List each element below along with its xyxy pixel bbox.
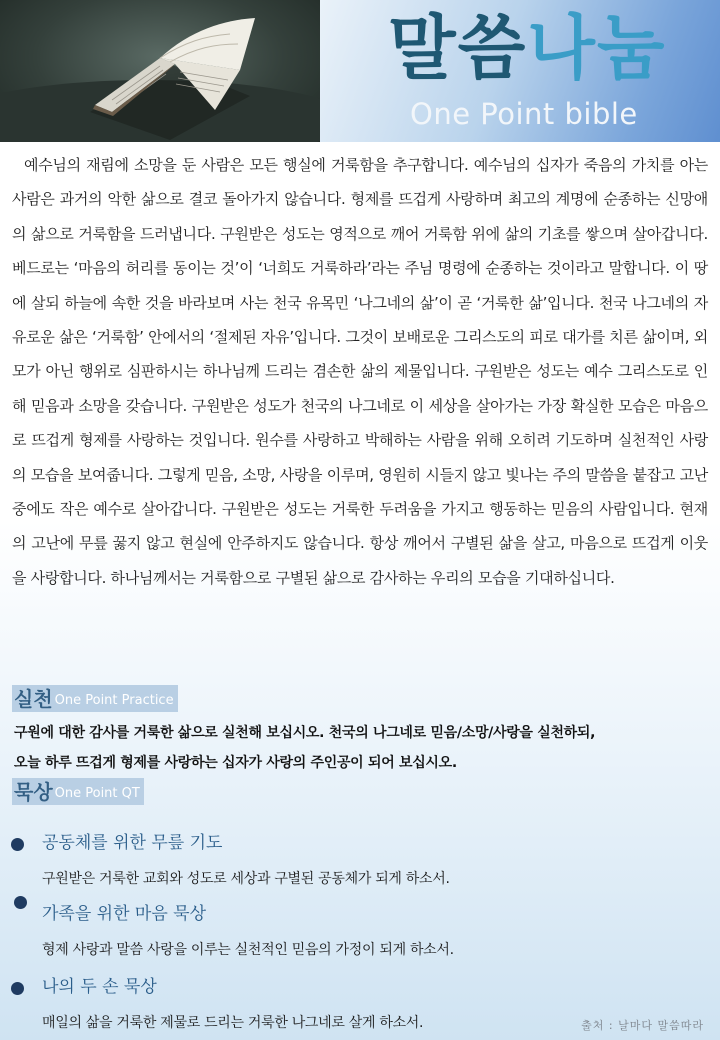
- bullet-icon: [11, 838, 24, 851]
- bullet-icon: [14, 896, 27, 909]
- header: [0, 0, 720, 142]
- bullet-icon: [11, 982, 24, 995]
- bible-photo: [0, 0, 320, 142]
- qt-heading: 가족을 위한 마음 묵상: [42, 904, 207, 924]
- page-title: [388, 8, 667, 88]
- title-part-2: 나눔: [527, 7, 667, 89]
- qt-heading: 나의 두 손 묵상: [42, 977, 157, 997]
- title-part-1: 말씀: [388, 7, 528, 89]
- qt-text: 매일의 삶을 거룩한 제물로 드리는 거룩한 나그네로 살게 하소서.: [42, 1015, 424, 1031]
- qt-text: 형제 사랑과 말씀 사랑을 이루는 실천적인 믿음의 가정이 되게 하소서.: [42, 942, 454, 958]
- practice-line: 구원에 대한 감사를 거룩한 삶으로 실천해 보십시오. 천국의 나그네로 믿음/소망/사랑을 실천하되,: [14, 725, 596, 741]
- practice-text: [14, 718, 714, 778]
- qt-label-ko: 묵상: [14, 780, 53, 804]
- qt-text: 구원받은 거룩한 교회와 성도로 세상과 구별된 공동체가 되게 하소서.: [42, 871, 450, 887]
- practice-line: 오늘 하루 뜨겁게 형제를 사랑하는 십자가 사랑의 주인공이 되어 보십시오.: [14, 755, 457, 771]
- practice-label: [12, 685, 178, 712]
- page-subtitle: One Point bible: [410, 97, 638, 131]
- practice-label-en: One Point Practice: [54, 693, 174, 708]
- qt-label: [12, 778, 144, 805]
- qt-label-en: One Point QT: [54, 786, 140, 801]
- source-credit: 출처 : 날마다 말씀따라: [581, 1019, 704, 1032]
- qt-heading: 공동체를 위한 무릎 기도: [42, 833, 223, 853]
- practice-label-ko: 실천: [14, 687, 53, 711]
- devotional-body: 예수님의 재림에 소망을 둔 사람은 모든 행실에 거룩함을 추구합니다. 예수님의 십자가 죽음의 가치를 아는 사람은 과거의 악한 삶으로 결코 돌아가지 않습니다. 형제를 뜨겁게 사랑하며 최고의 계명에 순종하는 신망애의 삶으로 거룩함을 드러냅니다. 구원받은 성도는 영적으로 깨어 거룩함 위에 삶의 기초를 쌓으며 살아갑니다. 베드로는 ‘마음의 허리를 동이는 것’이 ‘너희도 거룩하라’라는 주님 명령에 순종하는 것이라고 말합니다. 이 땅에 살되 하늘에 속한 것을 바라보며 사는 천국 유목민 ‘나그네의 삶’이 곧 ‘거룩한 삶’입니다. 천국 나그네의 자유로운 삶은 ‘거룩함’ 안에서의 ‘절제된 자유’입니다. 그것이 보배로운 그리스도의 피로 대가를 치른 삶이며, 외모가 아닌 행위로 심판하시는 하나님께 드리는 겸손한 삶의 제물입니다. 구원받은 성도는 예수 그리스도로 인해 믿음과 소망을 갖습니다. 구원받은 성도가 천국의 나그네로 이 세상을 살아가는 가장 확실한 모습은 마음으로 뜨겁게 형제를 사랑하는 것입니다. 원수를 사랑하고 박해하는 사람을 위해 오히려 기도하며 실천적인 사랑의 모습을 보여줍니다. 그렇게 믿음, 소망, 사랑을 이루며, 영원히 시들지 않고 빛나는 주의 말씀을 붙잡고 고난 중에도 작은 예수로 살아갑니다. 구원받은 성도는 거룩한 두려움을 가지고 행동하는 믿음의 사람입니다. 현재의 고난에 무릎 꿇지 않고 현실에 안주하지도 않습니다. 항상 깨어서 구별된 삶을 살고, 마음으로 뜨겁게 이웃을 사랑합니다. 하나님께서는 거룩함으로 구별된 삶으로 감사하는 우리의 모습을 기대하십니다.: [12, 156, 708, 587]
